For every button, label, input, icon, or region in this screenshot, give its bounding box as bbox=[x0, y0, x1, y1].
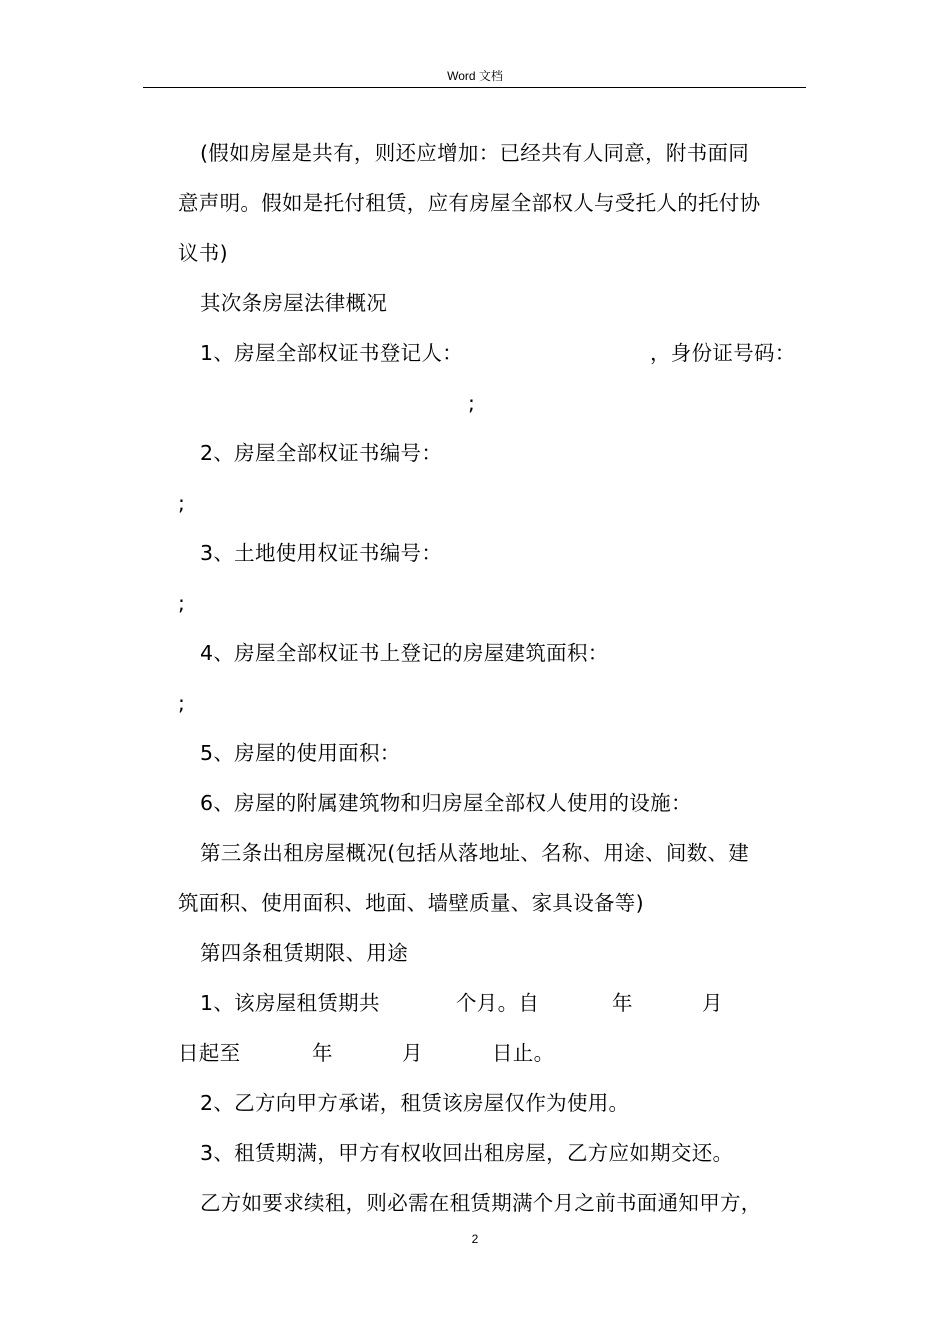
use-promise-line: 2、乙方向甲方承诺，租赁该房屋仅作为使用。 bbox=[200, 1091, 630, 1115]
header-divider bbox=[143, 87, 806, 88]
item-2-end: ; bbox=[178, 491, 186, 515]
paragraph-line: (假如房屋是共有，则还应增加：已经共有人同意，附书面同 bbox=[200, 141, 750, 165]
renewal-line: 乙方如要求续租，则必需在租赁期满个月之前书面通知甲方， bbox=[200, 1191, 762, 1215]
item-4-end: ; bbox=[178, 691, 186, 715]
item-3-end: ; bbox=[178, 591, 186, 615]
paragraph-line: 议书) bbox=[178, 241, 228, 265]
item-1-end: ; bbox=[468, 391, 476, 415]
term-start-year: 年 bbox=[612, 991, 633, 1015]
term-start-month: 月 bbox=[702, 991, 723, 1015]
term-line-2 bbox=[178, 1028, 810, 1078]
item-1-label: 1、房屋全部权证书登记人： bbox=[200, 341, 463, 365]
term-line-1 bbox=[178, 978, 810, 1028]
term-label: 1、该房屋租赁期共 bbox=[200, 991, 380, 1015]
item-1-id-label: ，身份证号码： bbox=[650, 341, 796, 365]
term-end-day: 日止。 bbox=[492, 1041, 555, 1065]
article-3-line: 第三条出租房屋概况(包括从落地址、名称、用途、间数、建 bbox=[200, 841, 750, 865]
page-header-title: Word 文档 bbox=[447, 69, 503, 83]
item-1-line bbox=[178, 328, 810, 378]
term-end-month: 月 bbox=[402, 1041, 423, 1065]
term-end-year: 年 bbox=[312, 1041, 333, 1065]
paragraph-line: 意声明。假如是托付租赁，应有房屋全部权人与受托人的托付协 bbox=[178, 191, 761, 215]
article-4-title: 第四条租赁期限、用途 bbox=[200, 941, 408, 965]
page-number: 2 bbox=[471, 1232, 479, 1246]
term-start-day: 日起至 bbox=[178, 1041, 241, 1065]
article-2-title: 其次条房屋法律概况 bbox=[200, 291, 388, 315]
item-6-line: 6、房屋的附属建筑物和归房屋全部权人使用的设施： bbox=[200, 791, 692, 815]
term-months: 个月。自 bbox=[456, 991, 540, 1015]
item-2-line: 2、房屋全部权证书编号： bbox=[200, 441, 443, 465]
item-3-line: 3、土地使用权证书编号： bbox=[200, 541, 443, 565]
item-5-line: 5、房屋的使用面积： bbox=[200, 741, 401, 765]
item-4-line: 4、房屋全部权证书上登记的房屋建筑面积： bbox=[200, 641, 609, 665]
document-body bbox=[178, 128, 810, 1228]
item-1-end-line bbox=[178, 378, 810, 428]
expiry-line: 3、租赁期满，甲方有权收回出租房屋，乙方应如期交还。 bbox=[200, 1141, 734, 1165]
article-3-line: 筑面积、使用面积、地面、墙壁质量、家具设备等) bbox=[178, 891, 644, 915]
